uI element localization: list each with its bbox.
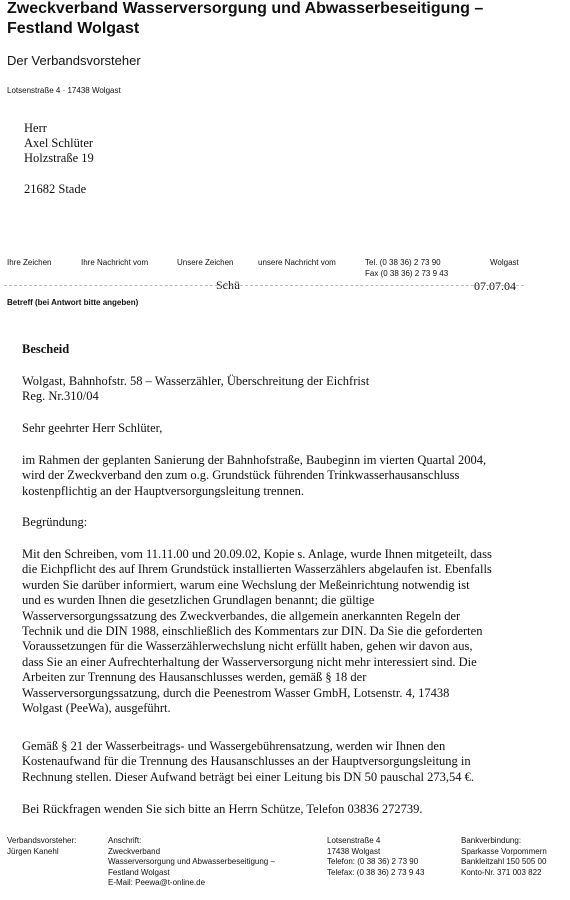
footer-line: Bankverbindung: — [461, 836, 522, 845]
organization-name-line1: Zweckverband Wasserversorgung und Abwasserbeseitigung – — [7, 0, 484, 17]
betreff-label: Betreff (bei Antwort bitte angeben) — [7, 298, 139, 307]
letter-date: 07.07.04 — [474, 279, 516, 293]
text-line: wurden Sie darüber informiert, warum eine Wechslung der Meßeinrichtung notwendig ist — [22, 577, 470, 592]
footer-contact — [327, 836, 424, 878]
greeting: Sehr geehrter Herr Schlüter, — [22, 421, 163, 435]
unsere-nachricht-label: unsere Nachricht vom — [258, 258, 336, 267]
footer-line: Jürgen Kanehl — [7, 846, 59, 856]
document-heading: Bescheid — [22, 342, 70, 356]
footer-line: Telefon: (0 38 36) 2 73 90 — [327, 857, 419, 866]
text-line: im Rahmen der geplanten Sanierung der Bahnhofstraße, Baubeginn im vierten Quartal 2004, — [22, 453, 487, 467]
organization-name-line2: Festland Wolgast — [7, 20, 140, 37]
text-line: Rechnung stellen. Dieser Aufwand beträgt bei einer Leitung bis DN 50 pauschal 273,54 €. — [22, 769, 474, 784]
text-line: Gemäß § 21 der Wasserbeitrags- und Wassergebührensatzung, werden wir Ihnen den — [22, 739, 446, 753]
footer-line: Lotsenstraße 4 — [327, 836, 381, 845]
footer-line: Anschrift: — [108, 836, 142, 845]
registration-number: Reg. Nr.310/04 — [22, 389, 99, 403]
subject-line: Wolgast, Bahnhofstr. 58 – Wasserzähler, Überschreitung der Eichfrist — [22, 374, 370, 388]
recipient-salutation: Herr — [24, 121, 47, 135]
fax-number: Fax (0 38 36) 2 73 9 43 — [365, 269, 449, 278]
text-line: Wasserversorgungssatzung, durch die Peenestrom Wasser GmbH, Lotsenstr. 4, 17438 — [22, 685, 450, 700]
letterhead-subtitle: Der Verbandsvorsteher — [7, 53, 141, 68]
text-line: Voraussetzungen für die Wasserzählerwechslung nicht erfüllt haben, gehen wir davon aus, — [22, 639, 473, 654]
ihre-nachricht-label: Ihre Nachricht vom — [81, 258, 149, 267]
text-line: die Eichpflicht des auf Ihrem Grundstück installierten Wasserzählers abgelaufen ist. Ebenfalls — [22, 562, 492, 577]
footer-line: Zweckverband — [108, 846, 161, 856]
recipient-city: 21682 Stade — [24, 182, 87, 196]
text-line: Technik und die DIN 1988, einschließlich des Kommentars zur DIN. Da Sie die geforderten — [22, 624, 483, 639]
footer-line: Sparkasse Vorpommern — [461, 846, 547, 856]
text-line: Wasserversorgungssatzung des Zweckverbandes, die allgemein anerkannten Regeln der — [22, 608, 461, 623]
footer-chairman — [7, 836, 76, 857]
text-line: Wolgast (PeeWa), ausgeführt. — [22, 701, 171, 716]
sender-address-line: Lotsenstraße 4 · 17438 Wolgast — [7, 86, 121, 95]
paragraph-costs — [22, 739, 474, 785]
text-line: wird der Zweckverband den zum o.g. Grundstück führenden Trinkwasserhausanschluss — [22, 468, 460, 483]
footer-line: Bankleitzahl 150 505 00 — [461, 857, 547, 866]
footer-line: Verbandsvorsteher: — [7, 836, 77, 845]
footer-email: E-Mail: Peewa@t-online.de — [108, 878, 206, 887]
unsere-zeichen-value: Schü — [216, 278, 240, 292]
text-line: kostenpflichtig an der Hauptversorgungsleitung trennen. — [22, 483, 304, 498]
footer-line: 17438 Wolgast — [327, 846, 381, 856]
recipient-street: Holzstraße 19 — [24, 151, 94, 165]
ihre-zeichen-label: Ihre Zeichen — [7, 258, 52, 267]
footer-line: Telefax: (0 38 36) 2 73 9 43 — [327, 867, 425, 877]
footer-address — [108, 836, 275, 889]
footer-line: Festland Wolgast — [108, 867, 170, 877]
footer-line: Wasserversorgung und Abwasserbeseitigung – — [108, 857, 275, 866]
text-line: Arbeiten zur Trennung des Hausanschlusses werden, gemäß § 18 der — [22, 670, 367, 685]
paragraph-intro — [22, 453, 486, 499]
footer-bank — [461, 836, 547, 878]
paragraph-reasoning — [22, 547, 492, 716]
footer-line: Konto-Nr. 371 003 822 — [461, 867, 542, 877]
text-line: Kostenaufwand für die Trennung des Hausanschlusses an der Hauptversorgungsleitung in — [22, 754, 471, 769]
closing-line: Bei Rückfragen wenden Sie sich bitte an Herrn Schütze, Telefon 03836 272739. — [22, 802, 423, 816]
unsere-zeichen-label: Unsere Zeichen — [177, 258, 234, 267]
text-line: Mit den Schreiben, vom 11.11.00 und 20.09.02, Kopie s. Anlage, wurde Ihnen mitgeteilt, dass — [22, 547, 492, 561]
reference-divider — [4, 285, 524, 286]
recipient-name: Axel Schlüter — [24, 136, 94, 150]
text-line: und es wurden Ihnen die gesetzlichen Grundlagen benannt; die gültige — [22, 593, 375, 608]
telephone-number: Tel. (0 38 36) 2 73 90 — [365, 258, 441, 267]
begruendung-heading: Begründung: — [22, 515, 88, 529]
text-line: dass Sie an einer Aufrechterhaltung der Wasserversorgung nicht mehr interessiert sind. Die — [22, 654, 477, 669]
place-label: Wolgast — [490, 258, 519, 267]
